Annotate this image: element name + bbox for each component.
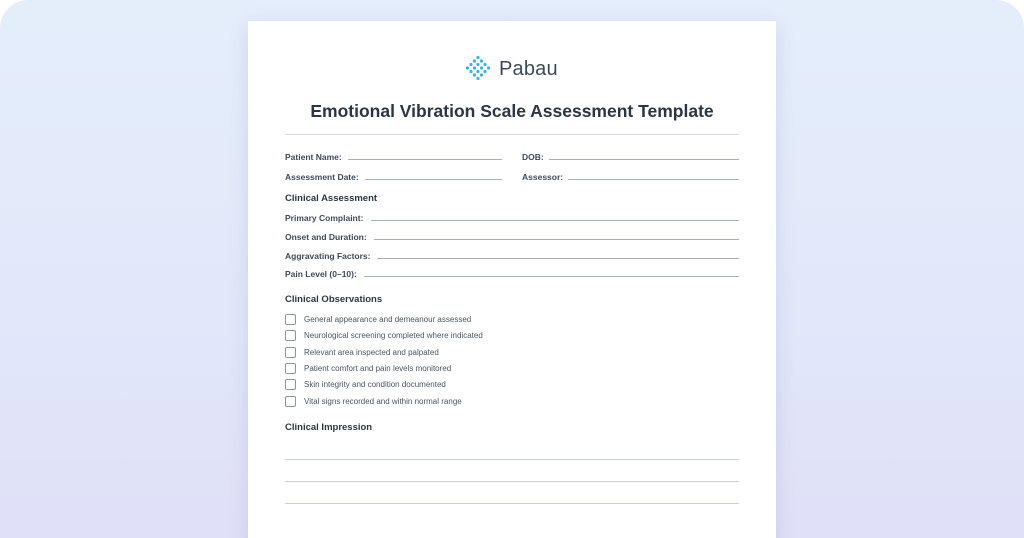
impression-line[interactable]	[285, 459, 739, 460]
title-divider	[285, 134, 739, 135]
impression-line[interactable]	[285, 503, 739, 504]
observation-label: Vital signs recorded and within normal range	[304, 396, 462, 406]
document-title: Emotional Vibration Scale Assessment Template	[310, 101, 714, 121]
dob-label: DOB:	[522, 152, 544, 162]
pain-level-label: Pain Level (0–10):	[285, 269, 357, 279]
dob-line[interactable]	[549, 159, 739, 160]
clinical-assessment-heading: Clinical Assessment	[285, 193, 378, 204]
pabau-logo-icon	[464, 55, 492, 83]
observation-item	[285, 313, 471, 325]
onset-duration-label: Onset and Duration:	[285, 232, 367, 242]
primary-complaint-label: Primary Complaint:	[285, 213, 364, 223]
checkbox[interactable]	[285, 347, 296, 358]
observation-label: Neurological screening completed where indicated	[304, 330, 483, 340]
clinical-observations-heading: Clinical Observations	[285, 294, 383, 305]
patient-name-label: Patient Name:	[285, 152, 342, 162]
checkbox[interactable]	[285, 314, 296, 325]
aggravating-factors-label: Aggravating Factors:	[285, 251, 371, 261]
impression-line[interactable]	[285, 481, 739, 482]
patient-name-line[interactable]	[348, 159, 502, 160]
checkbox[interactable]	[285, 379, 296, 390]
observation-item	[285, 346, 439, 358]
assessor-label: Assessor:	[522, 172, 564, 182]
brand-logo	[464, 55, 558, 83]
observation-item	[285, 362, 451, 374]
clinical-impression-heading: Clinical Impression	[285, 422, 373, 433]
observation-label: General appearance and demeanour assessed	[304, 314, 472, 324]
observation-item	[285, 329, 483, 341]
checkbox[interactable]	[285, 396, 296, 407]
document-sheet	[248, 21, 776, 538]
brand-name: Pabau	[499, 57, 558, 80]
primary-complaint-line[interactable]	[371, 220, 739, 221]
aggravating-factors-line[interactable]	[377, 258, 739, 259]
pain-level-line[interactable]	[364, 276, 739, 277]
assessment-date-label: Assessment Date:	[285, 172, 359, 182]
onset-duration-line[interactable]	[374, 239, 739, 240]
checkbox[interactable]	[285, 330, 296, 341]
assessment-date-line[interactable]	[365, 179, 502, 180]
observation-label: Relevant area inspected and palpated	[304, 347, 439, 357]
assessor-line[interactable]	[568, 179, 739, 180]
observation-label: Skin integrity and condition documented	[304, 379, 446, 389]
observation-item	[285, 395, 462, 407]
observation-item	[285, 378, 446, 390]
observation-label: Patient comfort and pain levels monitored	[304, 363, 452, 373]
checkbox[interactable]	[285, 363, 296, 374]
